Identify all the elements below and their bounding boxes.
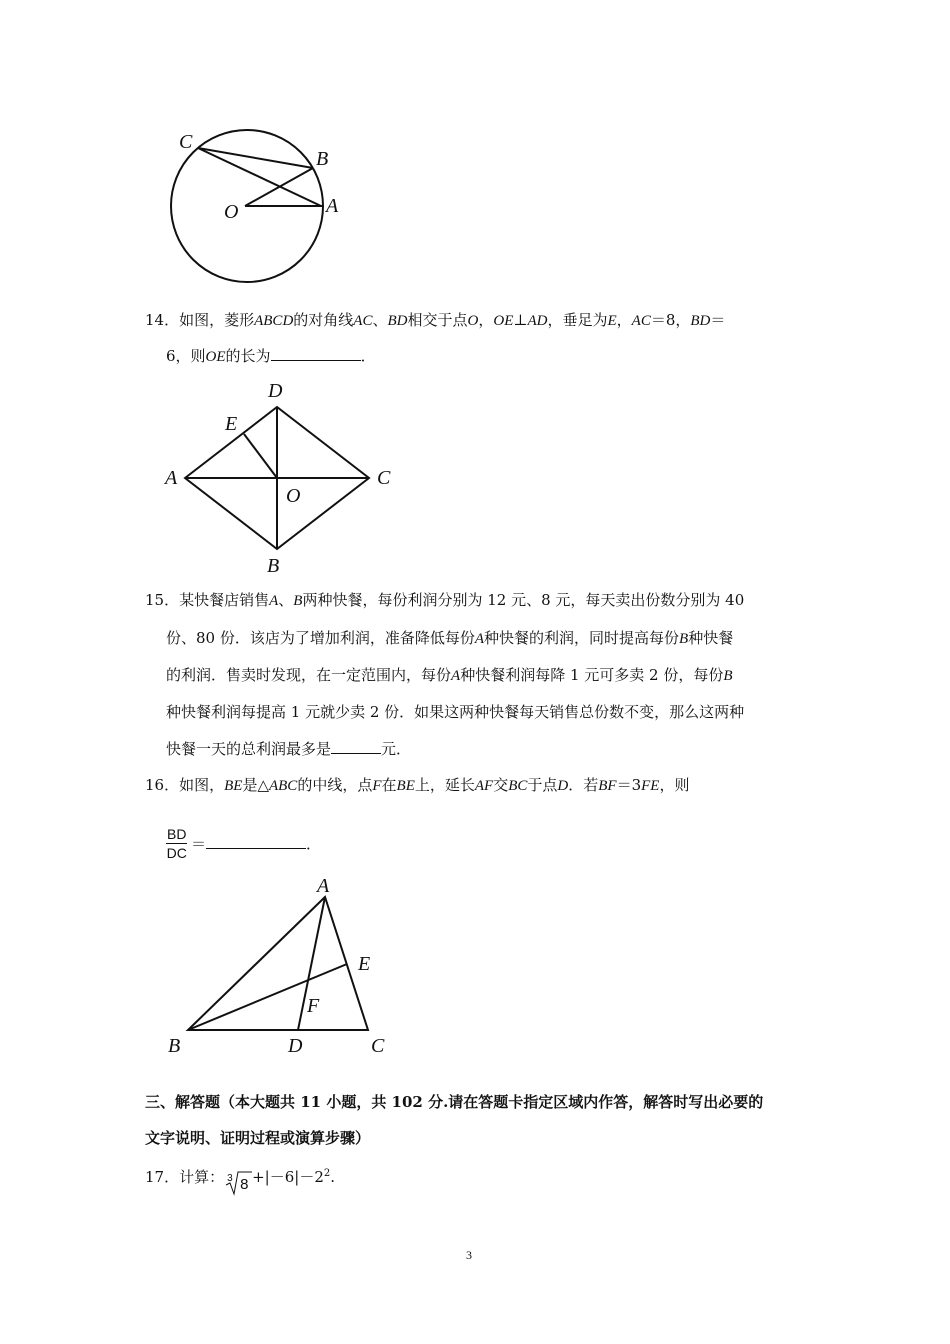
math-variable: AC: [631, 313, 651, 329]
fig16-line-BE: [188, 964, 347, 1030]
q15-line1: [145, 590, 744, 611]
text-run: 种快餐利润每降 1 元可多卖 2 份，每份: [460, 666, 724, 684]
fig16-label-F: F: [307, 995, 320, 1017]
text-run: 、: [278, 591, 294, 609]
q17-label: 计算：: [179, 1168, 225, 1186]
q15-text-line1: [179, 591, 744, 609]
text-run: 、: [372, 311, 388, 329]
math-variable: B: [293, 593, 303, 609]
math-variable: AD: [527, 313, 548, 329]
q15-text-line2: [166, 629, 733, 647]
fig16-triangle-diagram: [160, 875, 400, 1060]
fig16-triangle-ABC: [188, 897, 371, 1030]
text-run: 于点: [527, 776, 558, 794]
q14-text-post: 的长为: [225, 347, 271, 365]
math-variable: FE: [641, 778, 660, 794]
text-run: 的中线，点: [297, 776, 373, 794]
q15-text-pre: 快餐一天的总利润最多是: [166, 740, 332, 758]
q14-var-oe: OE: [205, 349, 226, 365]
text-run: ．若: [568, 776, 599, 794]
math-variable: AF: [474, 778, 494, 794]
math-variable: BD: [387, 313, 408, 329]
math-variable: BD: [690, 313, 711, 329]
text-run: 的利润．售卖时发现，在一定范围内，每份: [166, 666, 452, 684]
q14-line1: [145, 310, 725, 331]
q17-root-index: 3: [227, 1173, 233, 1184]
math-variable: BE: [396, 778, 415, 794]
q16-answer-blank[interactable]: [206, 834, 306, 849]
math-variable: A: [269, 593, 279, 609]
fig14-label-B: B: [267, 555, 280, 577]
q16-end-mark: ．: [306, 835, 322, 853]
fig16-label-B: B: [168, 1035, 181, 1057]
fig14-label-E: E: [225, 413, 238, 435]
fig16-label-C: C: [371, 1035, 385, 1057]
math-variable: BC: [508, 778, 528, 794]
text-run: 两种快餐，每份利润分别为 12 元、8 元，每天卖出份数分别为 40: [302, 591, 745, 609]
section3-heading-line2: 文字说明、证明过程或演算步骤）: [145, 1129, 371, 1147]
fig14-label-O: O: [286, 485, 301, 507]
math-variable: BF: [598, 778, 617, 794]
math-variable: E: [607, 313, 617, 329]
text-run: 份、80 份．该店为了增加利润，准备降低每份: [166, 629, 475, 647]
text-run: 在: [381, 776, 397, 794]
q14-text-pre: 6，则: [166, 347, 206, 365]
text-run: 如图，菱形: [179, 311, 255, 329]
q15-number: 15．: [145, 591, 180, 609]
fig16-label-D: D: [288, 1035, 303, 1057]
q15-text-line4: [166, 703, 744, 721]
math-variable: BE: [224, 778, 243, 794]
fig14-rhombus-diagram: [155, 375, 415, 580]
q15-answer-blank[interactable]: [331, 739, 381, 754]
q15-text-post: 元．: [381, 740, 412, 758]
text-run: 的对角线: [293, 311, 354, 329]
q16-number: 16．: [145, 776, 180, 794]
q15-line4: [166, 702, 744, 722]
text-run: 种快餐的利润，同时提高每份: [484, 629, 680, 647]
text-run: ，: [616, 311, 632, 329]
fig13-circle-diagram: [150, 120, 370, 290]
q14-text-line1: [179, 311, 725, 329]
q17-number: 17．: [145, 1168, 180, 1186]
text-run: 是△: [242, 776, 269, 794]
q17-radicand: 8: [240, 1176, 249, 1193]
fig14-label-A: A: [165, 467, 178, 489]
text-run: ＝3: [616, 776, 642, 794]
q17-line: [145, 1164, 336, 1193]
q17-end-mark: .: [330, 1168, 336, 1186]
text-run: 某快餐店销售: [179, 591, 270, 609]
text-run: ⊥: [513, 311, 528, 329]
q15-line2: [166, 628, 733, 649]
text-run: ，则: [659, 776, 690, 794]
q16-line1: [145, 775, 689, 796]
fig13-label-C: C: [179, 131, 193, 153]
q16-frac-numerator: BD: [167, 826, 187, 842]
math-variable: A: [451, 668, 461, 684]
math-variable: B: [679, 631, 689, 647]
q15-line3: [166, 665, 733, 686]
math-variable: ABCD: [254, 313, 294, 329]
q14-number: 14．: [145, 311, 180, 329]
fig13-label-A: A: [326, 195, 339, 217]
text-run: 上，延长: [414, 776, 475, 794]
fig14-label-C: C: [377, 467, 391, 489]
fig13-label-B: B: [316, 148, 329, 170]
q16-text-line1: [179, 776, 689, 794]
math-variable: AC: [353, 313, 373, 329]
q16-fraction: [166, 825, 187, 862]
math-variable: O: [467, 313, 479, 329]
fig14-label-D: D: [268, 380, 283, 402]
math-variable: OE: [493, 313, 514, 329]
q17-cube-root: [224, 1170, 252, 1193]
fig13-line-O-B: [245, 168, 313, 206]
q16-frac-denominator: DC: [166, 845, 187, 861]
math-variable: B: [723, 668, 733, 684]
fig13-line-C-B: [198, 148, 313, 168]
text-run: ，垂足为: [547, 311, 608, 329]
fig16-label-A: A: [317, 875, 330, 897]
q16-answer-line: [191, 834, 321, 854]
q16-equals: ＝: [191, 835, 207, 853]
q14-line2: [166, 346, 376, 367]
fig13-label-O: O: [224, 201, 239, 223]
text-run: ，: [478, 311, 494, 329]
q17-exponent: 2: [323, 1168, 331, 1179]
math-variable: F: [372, 778, 382, 794]
section3-heading-line1: 三、解答题（本大题共 11 小题，共 102 分.请在答题卡指定区域内作答，解答时写出必要的: [145, 1093, 764, 1111]
q17-expression: +|－6|－2: [252, 1168, 324, 1186]
text-run: ＝8，: [650, 311, 691, 329]
q15-text-line3: [166, 666, 733, 684]
math-variable: D: [557, 778, 569, 794]
math-variable: A: [474, 631, 485, 647]
page-number: 3: [466, 1248, 472, 1262]
text-run: 如图，: [179, 776, 225, 794]
q14-end-mark: ．: [360, 347, 376, 365]
text-run: 种快餐利润每提高 1 元就少卖 2 份．如果这两种快餐每天销售总份数不变，那么这两种: [166, 703, 745, 721]
fig16-label-E: E: [358, 953, 371, 975]
text-run: ＝: [710, 311, 726, 329]
text-run: 相交于点: [407, 311, 468, 329]
text-run: 交: [493, 776, 509, 794]
fig14-line-OE: [244, 434, 277, 478]
q15-line5: [166, 739, 411, 759]
q14-answer-blank[interactable]: [271, 346, 361, 361]
math-variable: ABC: [268, 778, 298, 794]
text-run: 种快餐: [688, 629, 734, 647]
